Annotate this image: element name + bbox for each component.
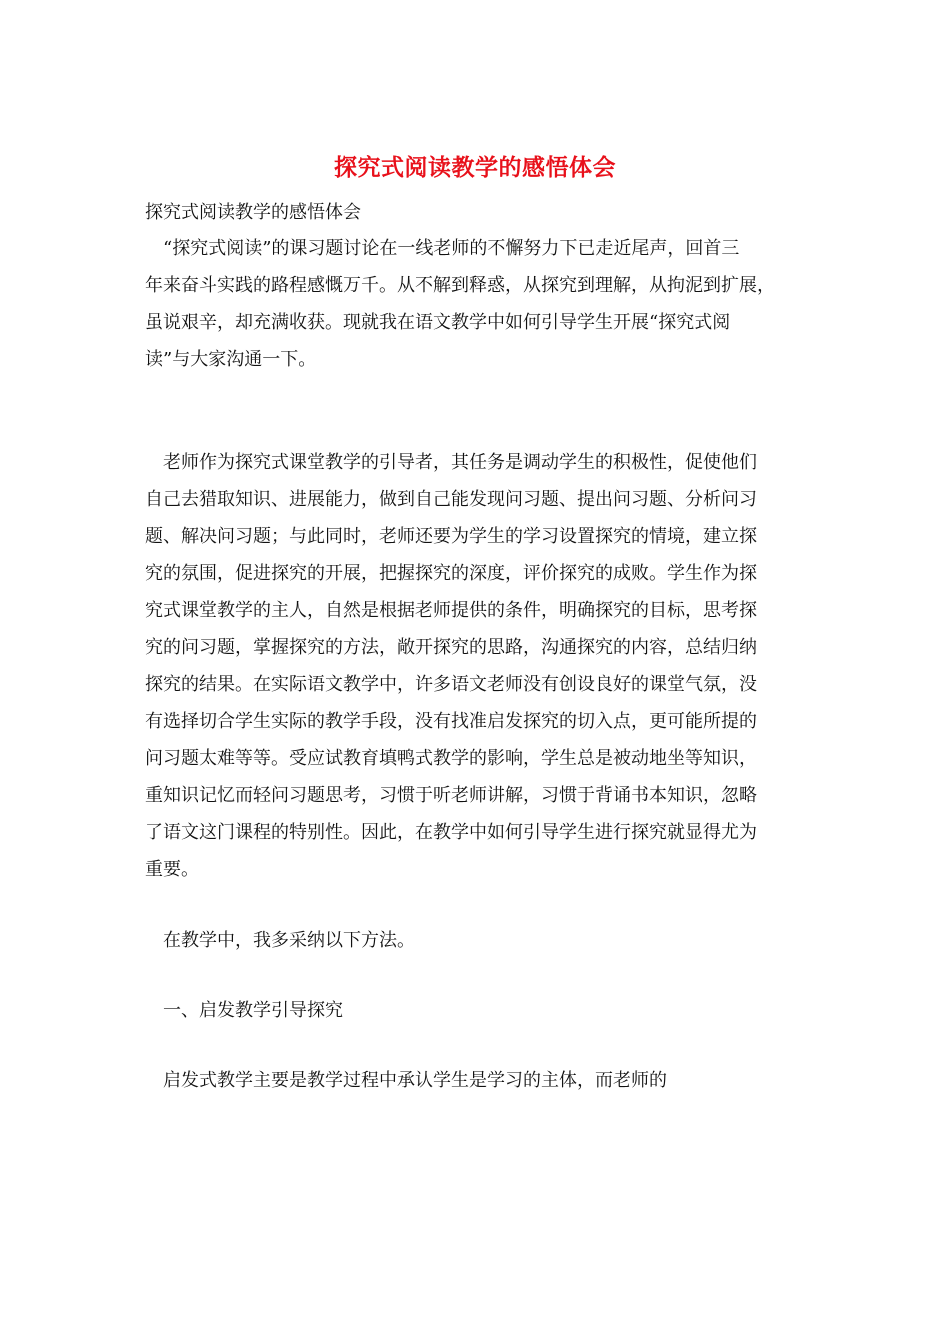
document-subtitle: 探究式阅读教学的感悟体会 (145, 202, 361, 223)
paragraph-line: 探究的结果。在实际语文教学中，许多语文老师没有创设良好的课堂气氛，没 (145, 674, 757, 695)
paragraph-line: 在教学中，我多采纳以下方法。 (145, 930, 415, 951)
paragraph-1 (145, 230, 811, 378)
paragraph-line: 究的氛围，促进探究的开展，把握探究的深度，评价探究的成败。学生作为探 (145, 563, 757, 584)
paragraph-line: 问习题太难等等。受应试教育填鸭式教学的影响，学生总是被动地坐等知识， (145, 748, 757, 769)
paragraph-line: 自己去猎取知识、进展能力，做到自己能发现问习题、提出问习题、分析问习 (145, 489, 757, 510)
section-heading-text: 一、启发教学引导探究 (145, 1000, 343, 1021)
paragraph-line: 究的问习题，掌握探究的方法，敞开探究的思路，沟通探究的内容，总结归纳 (145, 637, 757, 658)
paragraph-line: 究式课堂教学的主人，自然是根据老师提供的条件，明确探究的目标，思考探 (145, 600, 757, 621)
paragraph-line: “探究式阅读”的课习题讨论在一线老师的不懈努力下已走近尾声，回首三 (145, 238, 740, 259)
paragraph-line: 重知识记忆而轻问习题思考，习惯于听老师讲解，习惯于背诵书本知识，忽略 (145, 785, 757, 806)
document-title: 探究式阅读教学的感悟体会 (334, 154, 616, 181)
paragraph-line: 老师作为探究式课堂教学的引导者，其任务是调动学生的积极性，促使他们 (145, 452, 757, 473)
paragraph-4 (145, 1062, 811, 1099)
paragraph-line: 有选择切合学生实际的教学手段，没有找准启发探究的切入点，更可能所提的 (145, 711, 757, 732)
paragraph-line: 启发式教学主要是教学过程中承认学生是学习的主体，而老师的 (145, 1070, 667, 1091)
paragraph-line: 题、解决问习题；与此同时，老师还要为学生的学习设置探究的情境，建立探 (145, 526, 757, 547)
paragraph-3 (145, 922, 811, 959)
paragraph-2 (145, 444, 811, 888)
paragraph-line: 虽说艰辛，却充满收获。现就我在语文教学中如何引导学生开展“探究式阅 (145, 312, 731, 333)
section-heading (145, 992, 811, 1029)
paragraph-line: 了语文这门课程的特别性。因此，在教学中如何引导学生进行探究就显得尤为 (145, 822, 757, 843)
paragraph-line: 读”与大家沟通一下。 (145, 349, 317, 370)
paragraph-line: 年来奋斗实践的路程感慨万千。从不解到释惑，从探究到理解，从拘泥到扩展， (145, 275, 775, 296)
paragraph-line: 重要。 (145, 859, 199, 880)
